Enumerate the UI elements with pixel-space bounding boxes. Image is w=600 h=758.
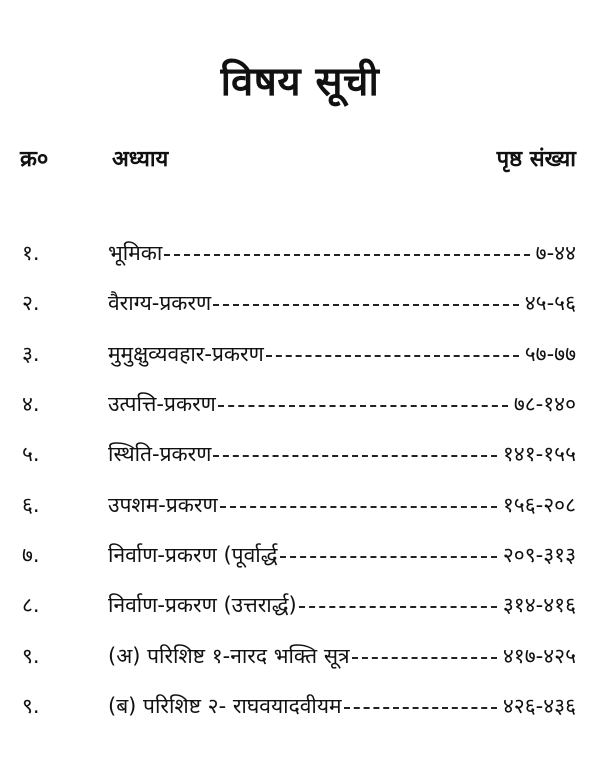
entry-title: मुमुक्षुव्यवहार-प्रकरण [108, 341, 264, 366]
entry-title: (अ) परिशिष्ट १-नारद भक्ति सूत्र [108, 643, 350, 668]
dotted-leader [352, 657, 497, 659]
dotted-leader [213, 455, 496, 457]
entry-title: उपशम-प्रकरण [108, 492, 218, 517]
entry-number: १. [22, 241, 40, 266]
entry-pages: ४२६-४३६ [502, 693, 576, 718]
entry-pages: ५७-७७ [524, 341, 576, 366]
entry-pages: २०९-३१३ [502, 542, 576, 567]
dotted-leader [266, 355, 519, 357]
entry-title: वैराग्य-प्रकरण [108, 291, 212, 316]
toc-entry [0, 228, 600, 278]
toc-entry [0, 479, 600, 529]
entry-pages: ३१४-४१६ [502, 593, 576, 618]
header-page-number: पृष्ठ संख्या [496, 147, 576, 172]
entry-number: ३. [22, 341, 40, 366]
entry-pages: ७-४४ [535, 241, 576, 266]
entry-number: ४. [22, 392, 40, 417]
entry-number: ९. [22, 643, 40, 668]
toc-entry [0, 379, 600, 429]
entry-number: ८. [22, 593, 40, 618]
page-title: विषय सूची [220, 59, 380, 105]
dotted-leader [299, 606, 497, 608]
toc-entry [0, 530, 600, 580]
toc-entry [0, 580, 600, 630]
entry-title: निर्वाण-प्रकरण (उत्तरार्द्ध) [108, 593, 297, 618]
entry-title: स्थिति-प्रकरण [108, 442, 212, 467]
toc-entry [0, 681, 600, 731]
entry-title: (ब) परिशिष्ट २- राघवयादवीयम [108, 693, 342, 718]
toc-entry [0, 278, 600, 328]
dotted-leader [164, 254, 529, 256]
header-chapter: अध्याय [112, 147, 169, 172]
toc-entry [0, 329, 600, 379]
dotted-leader [220, 506, 497, 508]
entry-number: ६. [22, 492, 40, 517]
entry-title: निर्वाण-प्रकरण (पूर्वार्द्ध [108, 542, 278, 567]
entry-number: ९. [22, 693, 40, 718]
entry-number: ७. [22, 542, 40, 567]
entry-pages: १५६-२०८ [502, 492, 576, 517]
entry-title: उत्पत्ति-प्रकरण [108, 392, 216, 417]
entry-number: ५. [22, 442, 40, 467]
entry-pages: ४१७-४२५ [502, 643, 576, 668]
entry-pages: ४५-५६ [524, 291, 576, 316]
toc-entry [0, 429, 600, 479]
dotted-leader [344, 707, 497, 709]
entry-pages: ७८-१४० [513, 392, 576, 417]
dotted-leader [280, 556, 497, 558]
header-serial-number: क्र० [20, 147, 49, 172]
dotted-leader [213, 304, 519, 306]
entry-title: भूमिका [108, 241, 163, 266]
entry-number: २. [22, 291, 40, 316]
entry-pages: १४१-१५५ [502, 442, 576, 467]
dotted-leader [218, 405, 508, 407]
toc-list [0, 228, 600, 731]
toc-entry [0, 630, 600, 680]
